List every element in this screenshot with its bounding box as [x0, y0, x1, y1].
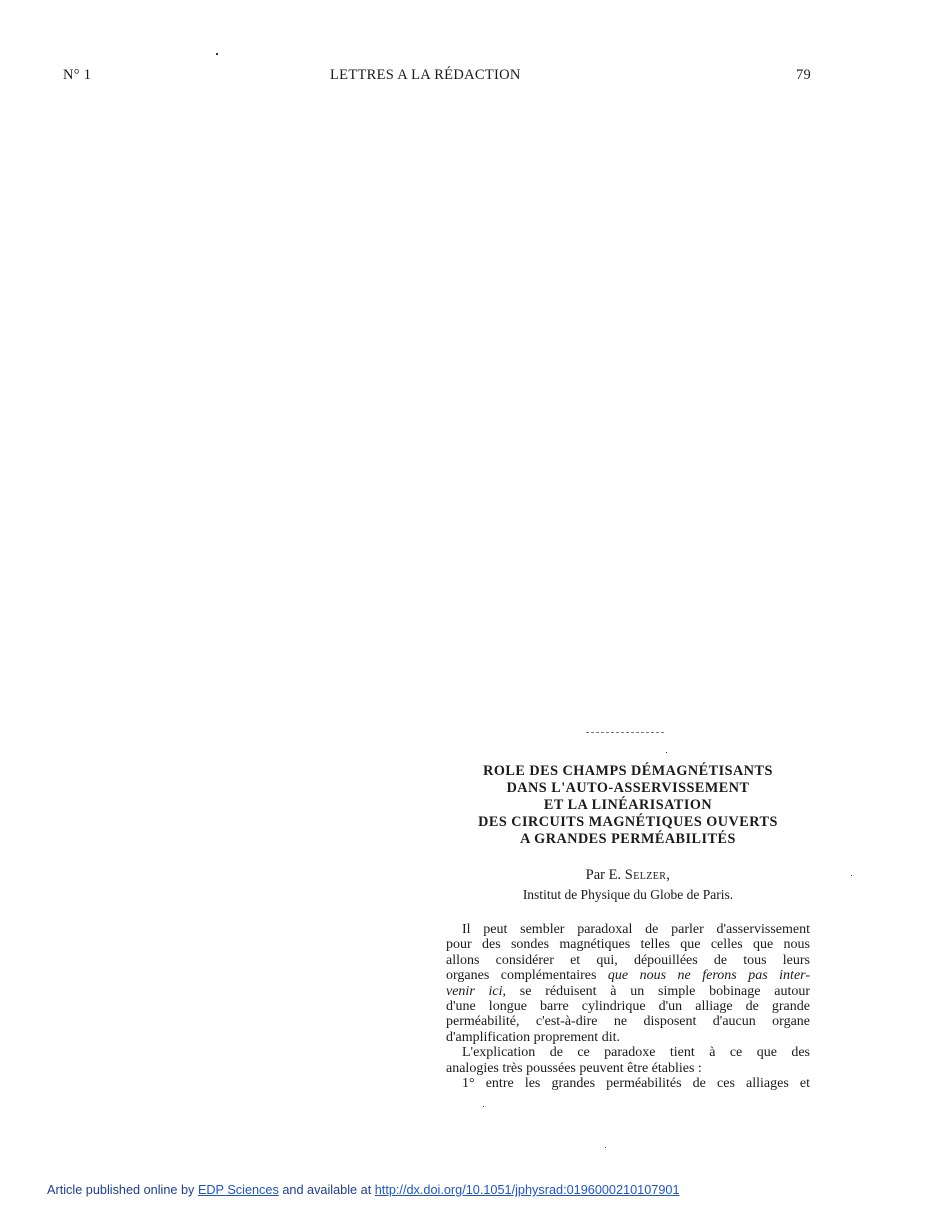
publisher-link[interactable]: EDP Sciences	[197, 1183, 279, 1197]
author-institution: Institut de Physique du Globe de Paris.	[522, 887, 734, 902]
body-line	[446, 984, 810, 999]
publication-footer	[47, 1183, 680, 1197]
author-name: Selzer,	[624, 867, 671, 883]
body-text: L'explication de ce paradoxe tient à ce que des	[462, 1045, 810, 1061]
page-number: 79	[796, 67, 812, 83]
body-line	[446, 999, 810, 1014]
body-emphasis: que nous ne ferons pas inter-	[607, 968, 810, 984]
body-line	[446, 1061, 810, 1076]
body-line	[446, 922, 810, 937]
separator-rule	[586, 732, 664, 733]
body-text: perméabilité, c'est-à-dire ne disposent d'aucun organe	[446, 1014, 810, 1030]
title-line: ROLE DES CHAMPS DÉMAGNÉTISANTS	[483, 763, 773, 779]
title-line: DES CIRCUITS MAGNÉTIQUES OUVERTS	[478, 814, 778, 830]
body-line	[446, 1014, 810, 1029]
title-line: A GRANDES PERMÉABILITÉS	[520, 831, 736, 847]
scan-speck	[605, 1147, 606, 1148]
body-text: analogies très poussées peuvent être établies :	[446, 1060, 702, 1076]
body-line	[446, 1045, 810, 1060]
doi-link[interactable]: http://dx.doi.org/10.1051/jphysrad:0196000210107901	[374, 1183, 680, 1197]
author-line	[445, 867, 811, 884]
title-line: DANS L'AUTO-ASSERVISSEMENT	[506, 780, 750, 796]
footer-prefix: Article published online by	[47, 1183, 198, 1197]
body-text: d'une longue barre cylindrique d'un alliage de grande	[446, 999, 810, 1015]
body-emphasis: venir ici	[446, 983, 503, 999]
body-line	[446, 937, 810, 952]
body-line	[446, 968, 810, 983]
body-line	[446, 1030, 810, 1045]
scan-speck	[216, 53, 218, 55]
author-prefix: Par E.	[585, 867, 622, 883]
article-title	[445, 763, 811, 848]
scan-speck	[483, 1106, 484, 1107]
issue-number: N° 1	[63, 67, 92, 83]
body-text: 1° entre les grandes perméabilités de ces alliages et	[462, 1076, 810, 1092]
body-text: allons considérer et qui, dépouillées de tous leurs	[446, 952, 810, 968]
body-text: organes complémentaires	[446, 968, 608, 984]
body-text: , se réduisent à un simple bobinage autour	[502, 983, 810, 999]
body-text: Il peut sembler paradoxal de parler d'asservissement	[462, 922, 810, 937]
body-text: pour des sondes magnétiques telles que celles que nous	[446, 937, 810, 953]
article-body	[446, 922, 810, 1091]
body-line	[446, 1076, 810, 1091]
body-text: d'amplification proprement dit.	[446, 1029, 620, 1045]
body-line	[446, 953, 810, 968]
title-line: ET LA LINÉARISATION	[543, 797, 713, 813]
section-header: LETTRES A LA RÉDACTION	[330, 67, 521, 83]
scan-speck	[666, 752, 667, 753]
footer-middle: and available at	[278, 1183, 375, 1197]
scan-speck	[851, 875, 852, 876]
